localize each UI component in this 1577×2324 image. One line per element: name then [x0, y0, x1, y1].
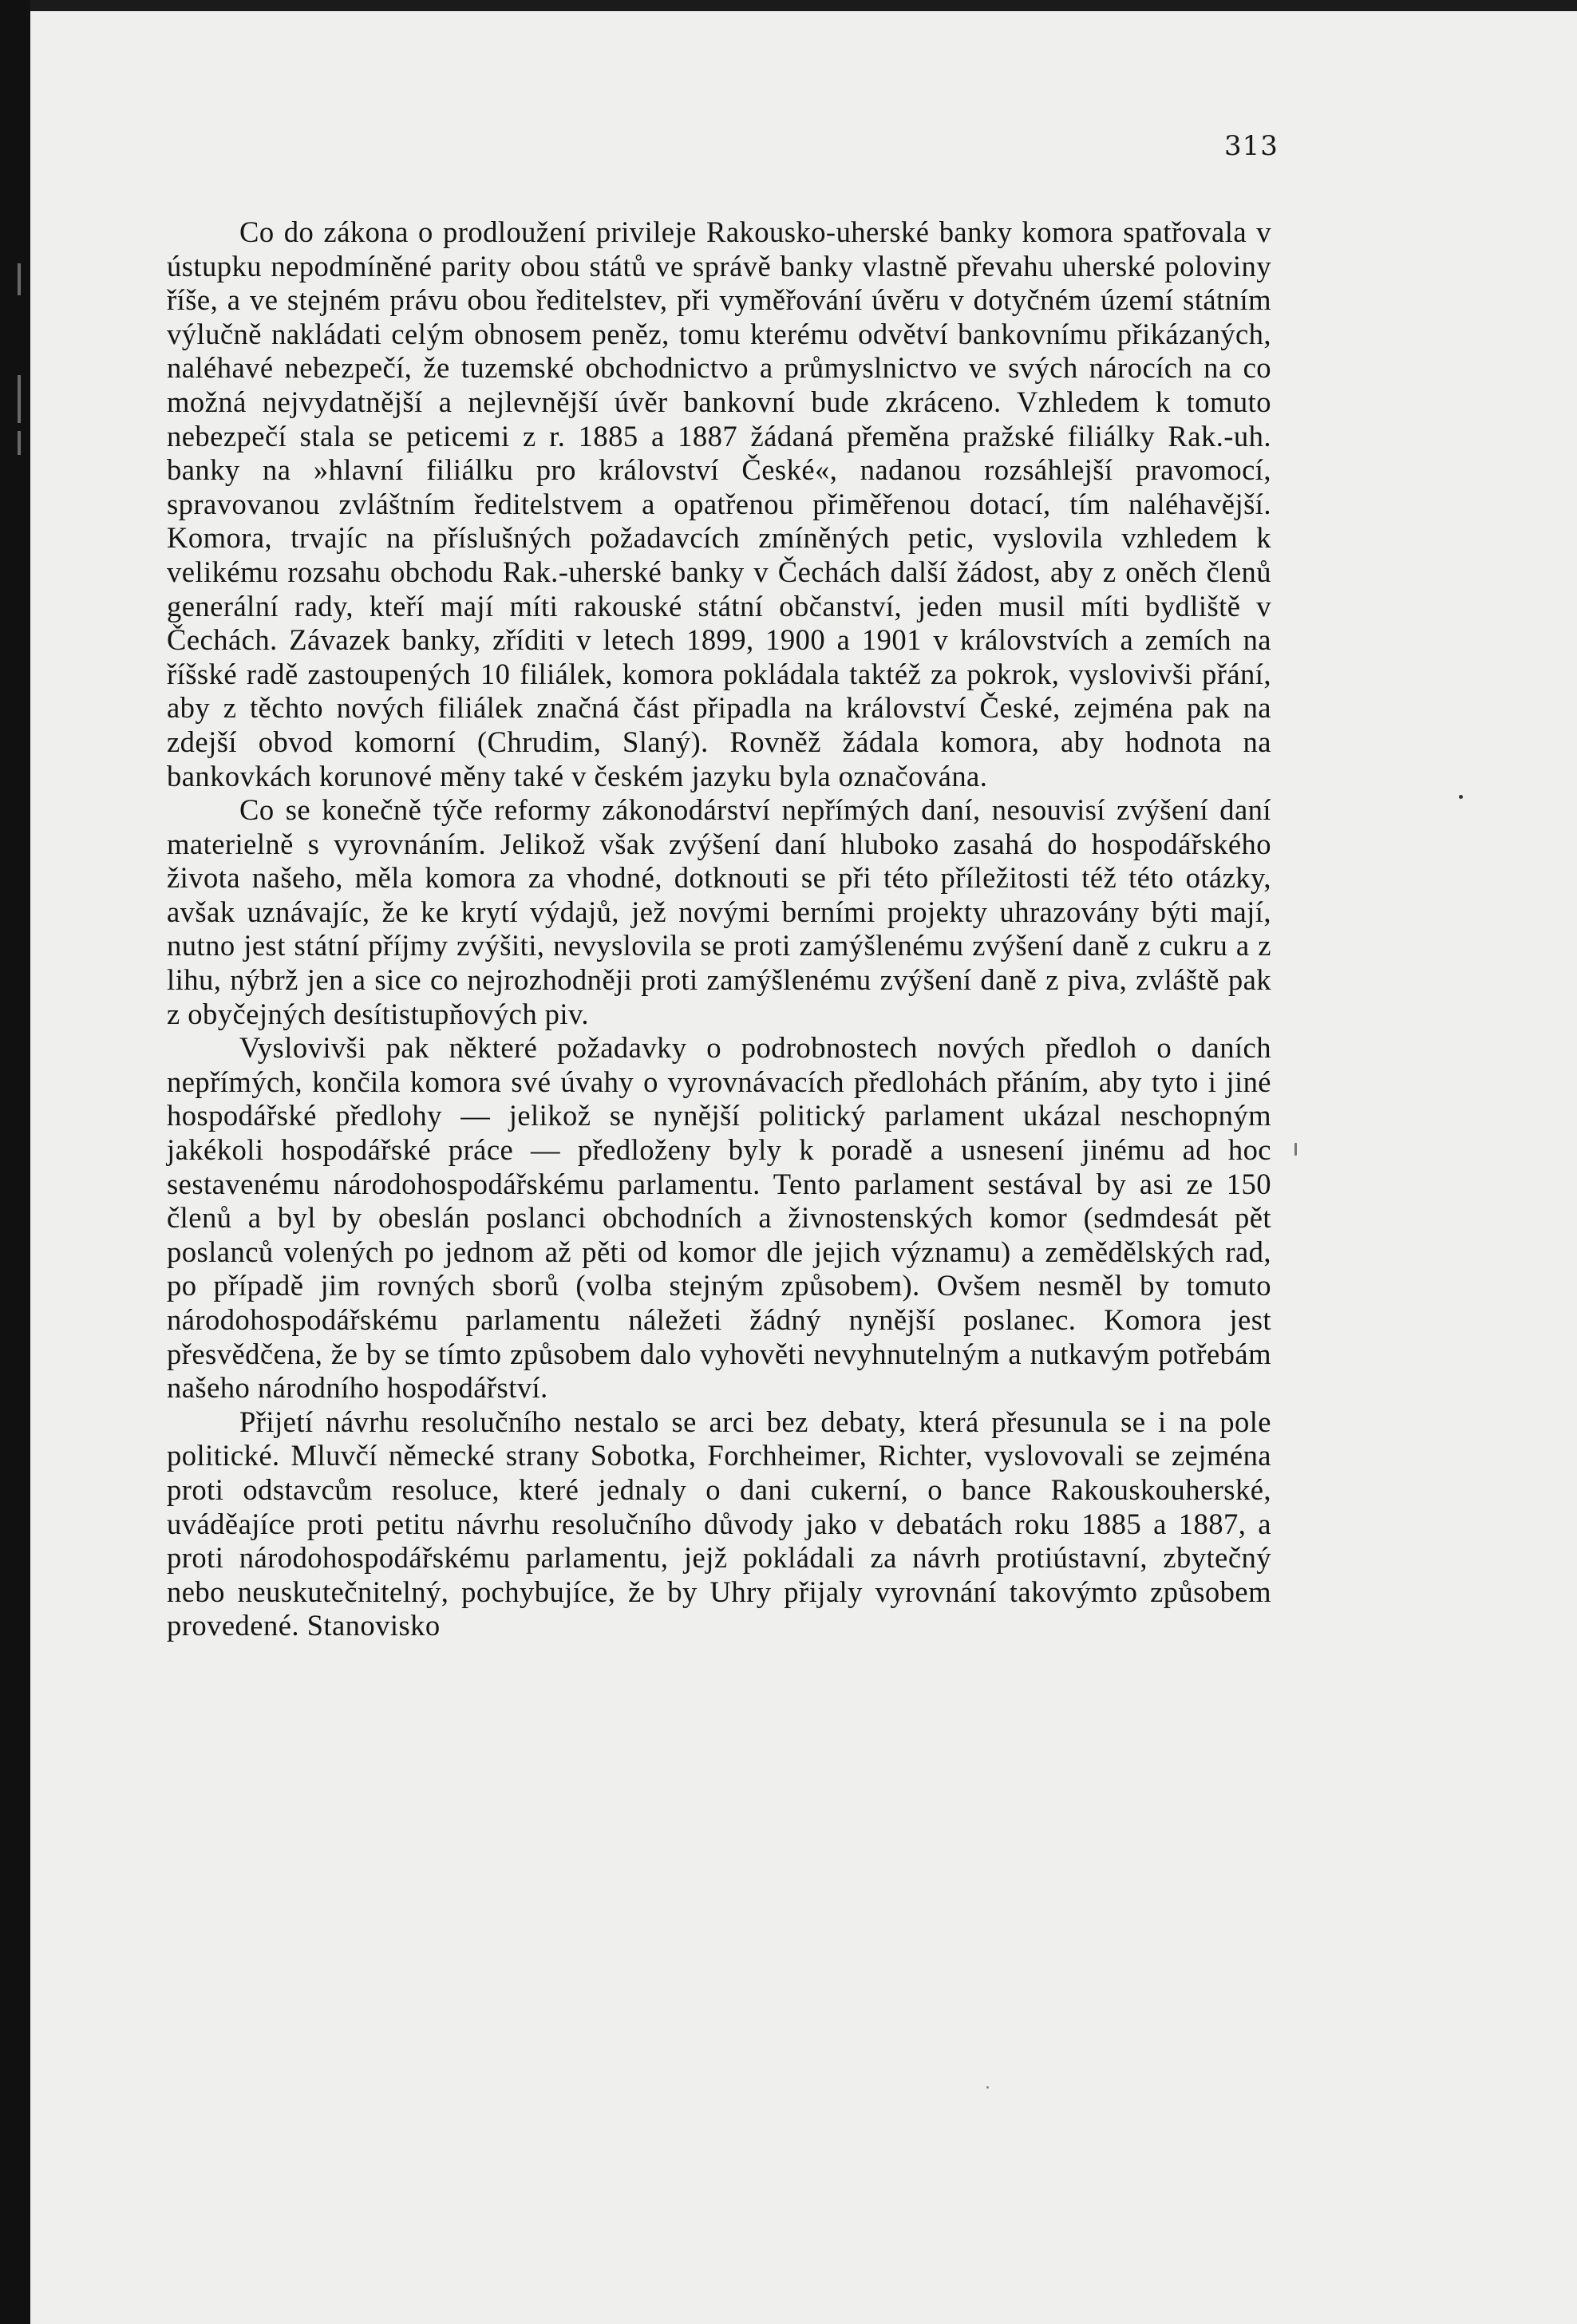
- scan-speck: [986, 2086, 989, 2089]
- page-number: 313: [1224, 130, 1279, 162]
- paragraph-4: Přijetí návrhu resolučního nestalo se arci bez debaty, která přesunula se i na pole politické. Mluvčí německé strany Sobotka, Forchheimer, Richter, vyslovovali se zejména proti odstavcům resoluce, které jednaly o dani cukerní, o bance Rakouskouherské, uváděajíce proti petitu návrhu resolučního důvody jako v debatách roku 1885 a 1887, a proti národohospodářskému parlamentu, jejž pokládali za návrh protiústavní, zbytečný nebo neuskutečnitelný, pochybujíce, že by Uhry přijaly vyrovnání takovýmto způsobem provedené. Stanovisko: [167, 1405, 1271, 1642]
- paragraph-3: Vyslovivši pak některé požadavky o podrobnostech nových předloh o daních nepřímých, končila komora své úvahy o vyrovnávacích předlohách přáním, aby tyto i jiné hospodářské předlohy — jelikož se nynější politický parlament ukázal neschopným jakékoli hospodářské práce — předloženy byly k poradě a usnesení jinému ad hoc sestavenému národohospodářskému parlamentu. Tento parlament sestával by asi ze 150 členů a byl by obeslán poslanci obchodních a živnostenských komor (sedmdesát pět poslanců volených po jednom až pěti od komor dle jejich významu) a zemědělských rad, po případě jim rovných sborů (volba stejným způsobem). Ovšem nesměl by tomuto národohospodářskému parlamentu náležeti žádný nynější poslanec. Komora jest přesvědčena, že by se tímto způsobem dalo vyhověti nevyhnutelným a nutkavým potřebám našeho národního hospodářství.: [167, 1031, 1271, 1405]
- scan-speck: [1294, 1143, 1297, 1156]
- scan-edge-mark: [18, 431, 21, 455]
- scan-speck: [1459, 795, 1463, 799]
- scan-edge-mark: [18, 375, 21, 423]
- scan-edge-mark: [18, 263, 21, 295]
- scan-left-edge: [0, 0, 30, 2324]
- body-text: [167, 215, 1271, 1643]
- paragraph-1: Co do zákona o prodloužení privileje Rakousko-uherské banky komora spatřovala v ústupku nepodmíněné parity obou států ve správě banky vlastně převahu uherské poloviny říše, a ve stejném právu obou ředitelstev, při vyměřování úvěru v dotyčném území státním výlučně nakládati celým obnosem peněz, tomu kterému odvětví bankovnímu přikázaných, naléhavé nebezpečí, že tuzemské obchodnictvo a průmyslnictvo ve svých nárocích na co možná nejvydatnější a nejlevnější úvěr bankovní bude zkráceno. Vzhledem k tomuto nebezpečí stala se peticemi z r. 1885 a 1887 žádaná přeměna pražské filiálky Rak.-uh. banky na »hlavní filiálku pro království České«, nadanou rozsáhlejší pravomocí, spravovanou zvláštním ředitelstvem a opatřenou přiměřenou dotací, tím naléhavější. Komora, trvajíc na příslušných požadavcích zmíněných petic, vyslovila vzhledem k velikému rozsahu obchodu Rak.-uherské banky v Čechách další žádost, aby z oněch členů generální rady, kteří mají míti rakouské státní občanství, jeden musil míti bydliště v Čechách. Závazek banky, zříditi v letech 1899, 1900 a 1901 v královstvích a zemích na říšské radě zastoupených 10 filiálek, komora pokládala taktéž za pokrok, vyslovivši přání, aby z těchto nových filiálek značná část připadla na království České, zejména pak na zdejší obvod komorní (Chrudim, Slaný). Rovněž žádala komora, aby hodnota na bankovkách korunové měny také v českém jazyku byla označována.: [167, 215, 1271, 792]
- paragraph-2: Co se konečně týče reformy zákonodárství nepřímých daní, nesouvisí zvýšení daní materielně s vyrovnáním. Jelikož však zvýšení daní hluboko zasahá do hospodářského života našeho, měla komora za vhodné, dotknouti se při této příležitosti též této otázky, avšak uznávajíc, že ke krytí výdajů, jež novými berními projekty uhrazovány býti mají, nutno jest státní příjmy zvýšiti, nevyslovila se proti zamýšlenému zvýšení daně z cukru a z lihu, nýbrž jen a sice co nejrozhodněji proti zamýšlenému zvýšení daně z piva, zvláště pak z obyčejných desítistupňových piv.: [167, 793, 1271, 1030]
